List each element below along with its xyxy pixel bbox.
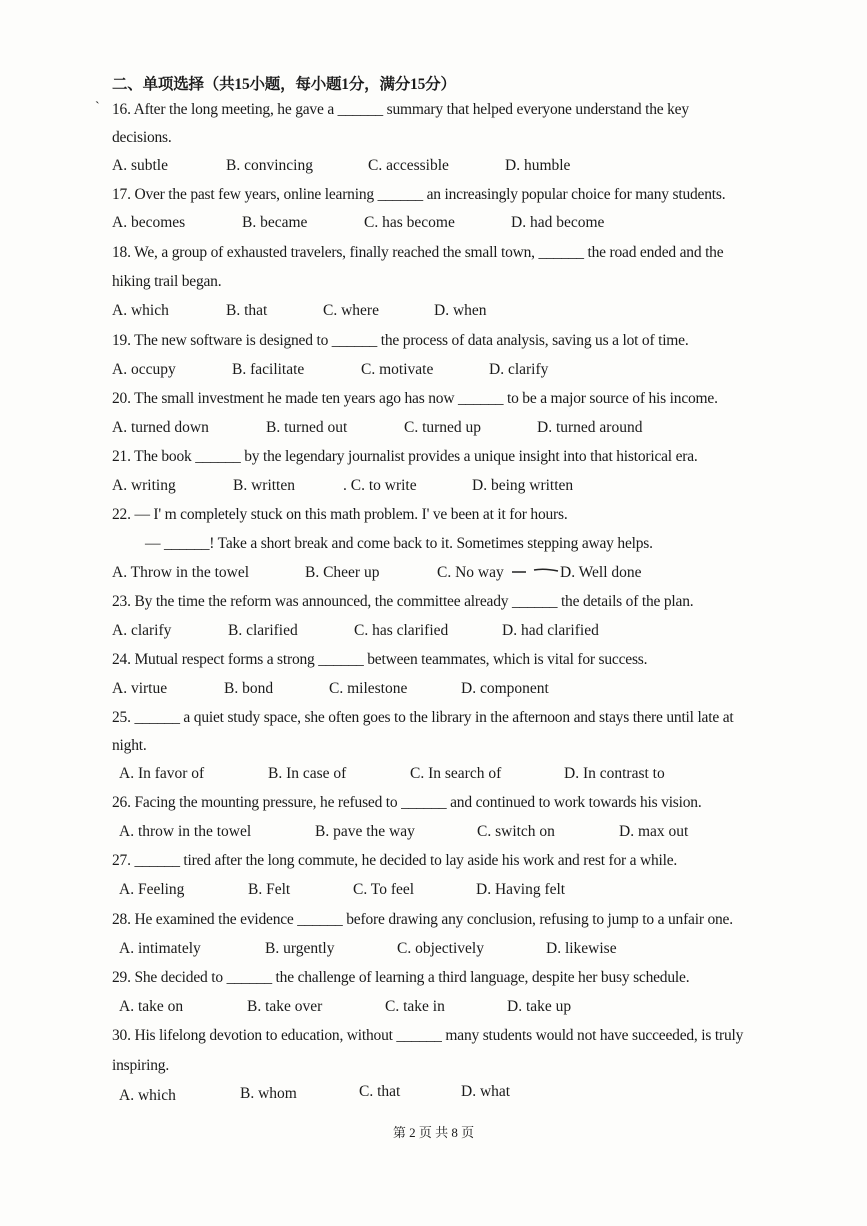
- question-18-stem-1: 18. We, a group of exhausted travelers, finally reached the small town, ______ the road ended and the: [112, 244, 724, 261]
- page-number-footer: 第 2 页 共 8 页: [392, 1125, 475, 1140]
- question-26-stem-1: 26. Facing the mounting pressure, he refused to ______ and continued to work towards his vision.: [112, 794, 702, 811]
- question-18-option-a: A. which: [112, 302, 169, 319]
- question-18-stem-2: hiking trail began.: [112, 273, 222, 290]
- question-22-stem-2: — ______! Take a short break and come back to it. Sometimes stepping away helps.: [145, 535, 653, 552]
- question-25-stem-1: 25. ______ a quiet study space, she often goes to the library in the afternoon and stays there until late at: [112, 709, 734, 726]
- question-30-option-c: C. that: [359, 1083, 401, 1100]
- question-20-option-d: D. turned around: [537, 419, 643, 436]
- question-23-option-c: C. has clarified: [354, 622, 449, 639]
- question-28-option-a: A. intimately: [119, 940, 201, 957]
- question-22-stem-1: 22. — I' m completely stuck on this math problem. I' ve been at it for hours.: [112, 506, 568, 523]
- question-21-option-a: A. writing: [112, 477, 176, 494]
- question-16-option-b: B. convincing: [226, 157, 313, 174]
- question-30-option-d: D. what: [461, 1083, 511, 1100]
- question-24-option-d: D. component: [461, 680, 549, 697]
- question-29-stem-1: 29. She decided to ______ the challenge of learning a third language, despite her busy schedule.: [112, 969, 690, 986]
- question-18-option-b: B. that: [226, 302, 268, 319]
- question-29-option-d: D. take up: [507, 998, 572, 1015]
- question-30-option-b: B. whom: [240, 1085, 297, 1102]
- question-28-option-b: B. urgently: [265, 940, 335, 957]
- question-29-option-b: B. take over: [247, 998, 323, 1015]
- question-18-option-d: D. when: [434, 302, 487, 319]
- question-20-option-c: C. turned up: [404, 419, 482, 436]
- question-27-option-b: B. Felt: [248, 881, 291, 898]
- question-16-option-a: A. subtle: [112, 157, 168, 174]
- question-25-stem-2: night.: [112, 737, 147, 754]
- question-24-stem-1: 24. Mutual respect forms a strong ______ between teammates, which is vital for success.: [112, 651, 648, 668]
- pen-stroke-mark: [512, 567, 560, 575]
- question-23-option-b: B. clarified: [228, 622, 298, 639]
- question-25-option-a: A. In favor of: [119, 765, 205, 782]
- question-23-option-a: A. clarify: [112, 622, 172, 639]
- question-21-option-d: D. being written: [472, 477, 574, 494]
- question-26-option-c: C. switch on: [477, 823, 555, 840]
- question-26-option-d: D. max out: [619, 823, 689, 840]
- question-27-option-c: C. To feel: [353, 881, 415, 898]
- question-17-option-c: C. has become: [364, 214, 455, 231]
- question-30-option-a: A. which: [119, 1087, 176, 1104]
- question-25-option-c: C. In search of: [410, 765, 502, 782]
- margin-mark: `: [95, 100, 100, 115]
- question-24-option-b: B. bond: [224, 680, 274, 697]
- question-18-option-c: C. where: [323, 302, 379, 319]
- question-22-option-d: D. Well done: [560, 564, 642, 581]
- question-19-option-a: A. occupy: [112, 361, 176, 378]
- question-17-option-a: A. becomes: [112, 214, 186, 231]
- question-16-stem-1: 16. After the long meeting, he gave a ______ summary that helped everyone understand the key: [112, 101, 689, 118]
- question-19-option-b: B. facilitate: [232, 361, 305, 378]
- question-27-option-a: A. Feeling: [119, 881, 185, 898]
- question-20-option-b: B. turned out: [266, 419, 348, 436]
- question-22-option-b: B. Cheer up: [305, 564, 380, 581]
- question-26-option-a: A. throw in the towel: [119, 823, 252, 840]
- section-title: 二、单项选择（共15小题，每小题1分，满分15分）: [112, 76, 456, 93]
- question-26-option-b: B. pave the way: [315, 823, 415, 840]
- question-21-stem-1: 21. The book ______ by the legendary journalist provides a unique insight into that historical era.: [112, 448, 698, 465]
- question-22-option-a: A. Throw in the towel: [112, 564, 250, 581]
- question-24-option-a: A. virtue: [112, 680, 168, 697]
- question-28-option-c: C. objectively: [397, 940, 484, 957]
- question-21-option-c: . C. to write: [343, 477, 417, 494]
- question-17-stem-1: 17. Over the past few years, online learning ______ an increasingly popular choice for many students.: [112, 186, 726, 203]
- question-29-option-c: C. take in: [385, 998, 445, 1015]
- question-27-stem-1: 27. ______ tired after the long commute, he decided to lay aside his work and rest for a while.: [112, 852, 678, 869]
- question-22-option-c: C. No way: [437, 564, 504, 581]
- question-30-stem-2: inspiring.: [112, 1057, 169, 1074]
- question-29-option-a: A. take on: [119, 998, 184, 1015]
- question-23-stem-1: 23. By the time the reform was announced, the committee already ______ the details of the plan.: [112, 593, 694, 610]
- question-27-option-d: D. Having felt: [476, 881, 566, 898]
- question-16-option-d: D. humble: [505, 157, 571, 174]
- question-20-stem-1: 20. The small investment he made ten years ago has now ______ to be a major source of his income.: [112, 390, 718, 407]
- question-21-option-b: B. written: [233, 477, 295, 494]
- question-30-stem-1: 30. His lifelong devotion to education, without ______ many students would not have succeeded, is truly: [112, 1027, 744, 1044]
- question-20-option-a: A. turned down: [112, 419, 209, 436]
- question-19-option-c: C. motivate: [361, 361, 434, 378]
- question-19-option-d: D. clarify: [489, 361, 549, 378]
- question-28-stem-1: 28. He examined the evidence ______ before drawing any conclusion, refusing to jump to a unfair one.: [112, 911, 733, 928]
- question-16-option-c: C. accessible: [368, 157, 449, 174]
- question-24-option-c: C. milestone: [329, 680, 408, 697]
- question-16-stem-2: decisions.: [112, 129, 172, 146]
- question-23-option-d: D. had clarified: [502, 622, 599, 639]
- question-25-option-b: B. In case of: [268, 765, 347, 782]
- question-25-option-d: D. In contrast to: [564, 765, 665, 782]
- question-28-option-d: D. likewise: [546, 940, 617, 957]
- question-17-option-d: D. had become: [511, 214, 605, 231]
- question-19-stem-1: 19. The new software is designed to ______ the process of data analysis, saving us a lot of time.: [112, 332, 689, 349]
- question-17-option-b: B. became: [242, 214, 308, 231]
